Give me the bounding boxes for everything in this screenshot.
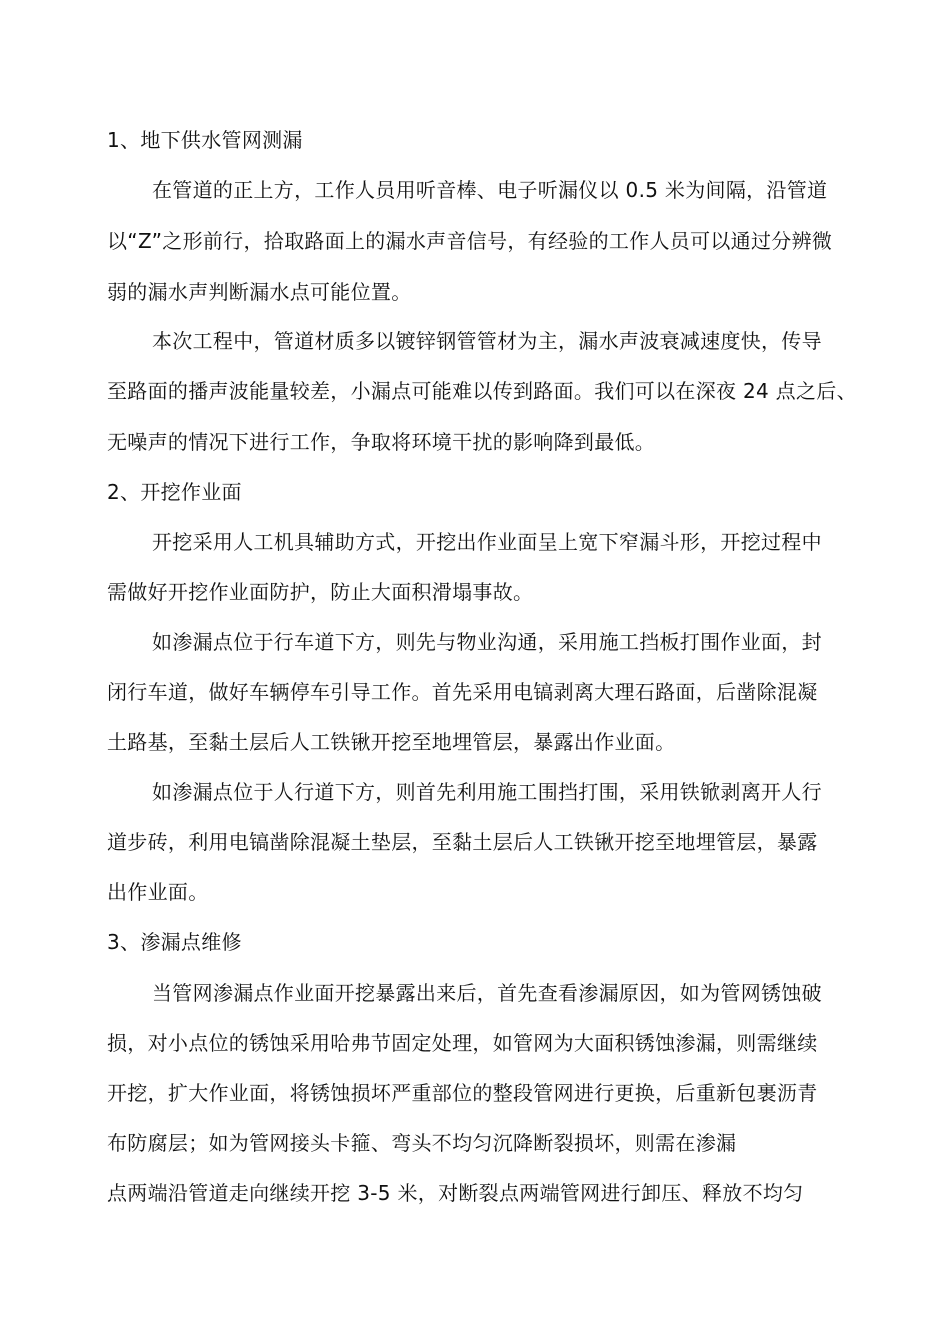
paragraph-line: 如渗漏点位于人行道下方，则首先利用施工围挡打围，采用铁锨剥离开人行 (152, 780, 822, 804)
paragraph-line: 在管道的正上方，工作人员用听音棒、电子听漏仪以 0.5 米为间隔，沿管道 (152, 178, 828, 202)
paragraph-line: 开挖，扩大作业面，将锈蚀损坏严重部位的整段管网进行更换，后重新包裹沥青 (107, 1081, 818, 1105)
paragraph-line: 开挖采用人工机具辅助方式，开挖出作业面呈上宽下窄漏斗形，开挖过程中 (152, 530, 822, 554)
section-heading: 1、地下供水管网测漏 (107, 128, 303, 152)
paragraph-line: 本次工程中，管道材质多以镀锌钢管管材为主，漏水声波衰减速度快，传导 (152, 329, 822, 353)
paragraph-line: 损，对小点位的锈蚀采用哈弗节固定处理，如管网为大面积锈蚀渗漏，则需继续 (107, 1031, 818, 1055)
section-heading: 2、开挖作业面 (107, 480, 242, 504)
paragraph-line: 布防腐层；如为管网接头卡箍、弯头不均匀沉降断裂损坏，则需在渗漏 (107, 1131, 737, 1155)
paragraph-line: 弱的漏水声判断漏水点可能位置。 (107, 280, 412, 304)
paragraph-line: 如渗漏点位于行车道下方，则先与物业沟通，采用施工挡板打围作业面，封 (152, 630, 822, 654)
paragraph-line: 闭行车道，做好车辆停车引导工作。首先采用电镐剥离大理石路面，后凿除混凝 (107, 680, 818, 704)
paragraph-line: 土路基，至黏土层后人工铁锹开挖至地埋管层，暴露出作业面。 (107, 730, 676, 754)
paragraph-line: 至路面的播声波能量较差，小漏点可能难以传到路面。我们可以在深夜 24 点之后、 (107, 379, 857, 403)
paragraph-line: 无噪声的情况下进行工作，争取将环境干扰的影响降到最低。 (107, 430, 656, 454)
paragraph-line: 需做好开挖作业面防护，防止大面积滑塌事故。 (107, 580, 534, 604)
section-heading: 3、渗漏点维修 (107, 930, 242, 954)
paragraph-line: 当管网渗漏点作业面开挖暴露出来后，首先查看渗漏原因，如为管网锈蚀破 (152, 981, 822, 1005)
paragraph-line: 点两端沿管道走向继续开挖 3-5 米，对断裂点两端管网进行卸压、释放不均匀 (107, 1181, 804, 1205)
paragraph-line: 出作业面。 (107, 880, 209, 904)
paragraph-line: 以“Z”之形前行，拾取路面上的漏水声音信号，有经验的工作人员可以通过分辨微 (107, 229, 833, 253)
paragraph-line: 道步砖，利用电镐凿除混凝土垫层，至黏土层后人工铁锹开挖至地埋管层，暴露 (107, 830, 818, 854)
